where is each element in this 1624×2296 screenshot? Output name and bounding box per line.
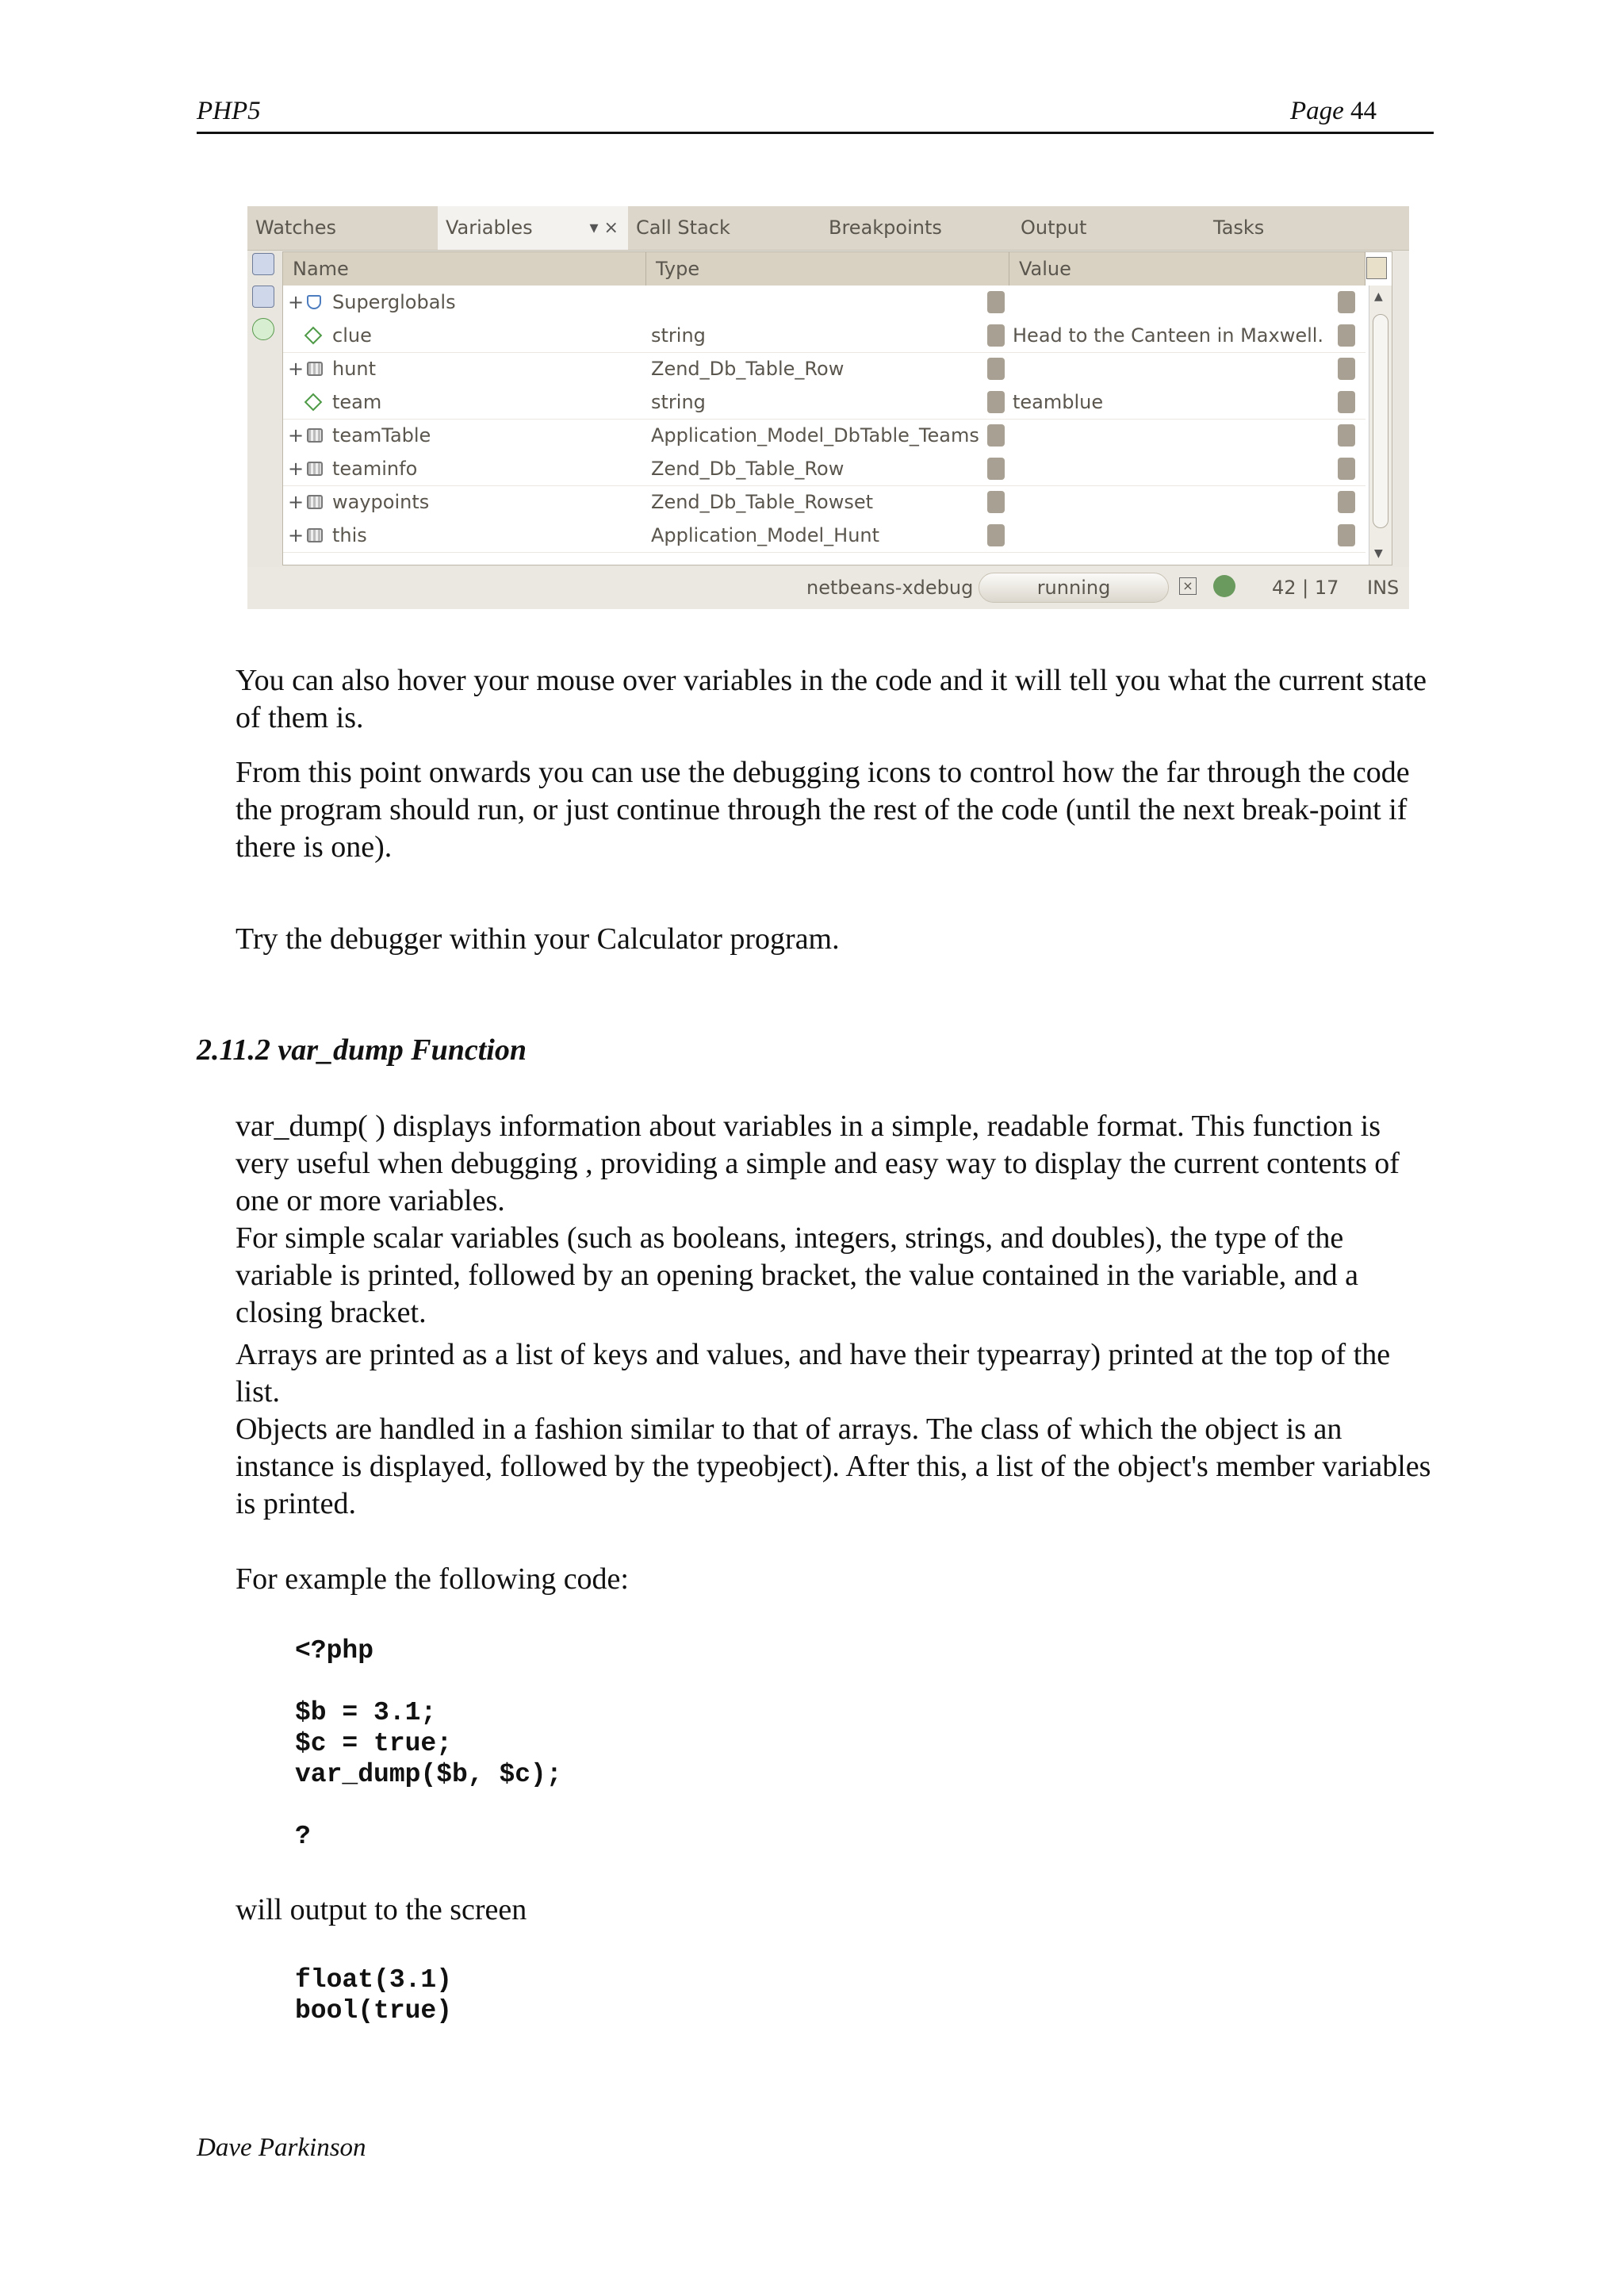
variable-icon: [304, 327, 323, 345]
variable-name: Superglobals: [332, 291, 456, 313]
value-more-button[interactable]: [1338, 458, 1355, 480]
tab-label: Call Stack: [636, 217, 730, 239]
type-more-button[interactable]: [987, 358, 1005, 380]
object-icon: [307, 362, 323, 376]
document-title: PHP5: [197, 97, 261, 125]
tab-watches[interactable]: [247, 206, 438, 250]
variable-value: [1013, 485, 1330, 519]
debug-session-label: netbeans-xdebug: [806, 577, 974, 599]
ide-notification-icon[interactable]: [1213, 575, 1235, 597]
table-row[interactable]: [283, 385, 1365, 420]
type-more-button[interactable]: [987, 424, 1005, 447]
table-row[interactable]: [283, 319, 1365, 353]
variable-value: [1013, 519, 1330, 552]
variables-table: [282, 251, 1392, 565]
column-header-name[interactable]: Name: [283, 252, 646, 286]
variable-name: teamTable: [332, 424, 431, 447]
type-more-button[interactable]: [987, 491, 1005, 513]
variable-value: Head to the Canteen in Maxwell.: [1013, 324, 1324, 347]
expand-icon[interactable]: +: [288, 291, 304, 313]
column-header-type[interactable]: Type: [646, 252, 1009, 286]
table-row[interactable]: [283, 352, 1365, 386]
column-header-value[interactable]: Value: [1009, 252, 1365, 286]
tab-label: Output: [1021, 217, 1087, 239]
cursor-position: 42 | 17: [1272, 577, 1339, 599]
variable-type: Zend_Db_Table_Row: [651, 458, 845, 480]
table-row[interactable]: [283, 485, 1365, 519]
type-more-button[interactable]: [987, 458, 1005, 480]
type-more-button[interactable]: [987, 391, 1005, 413]
side-toolbar: [247, 250, 281, 567]
tab-bar: [247, 206, 1409, 251]
code-example: <?php $b = 3.1; $c = true; var_dump($b, $c); ?: [295, 1636, 562, 1851]
value-more-button[interactable]: [1338, 424, 1355, 447]
paragraph-debugging-icons: From this point onwards you can use the debugging icons to control how the far through the code the program should run, or just continue through the rest of the code (until the next break-point if there is one).: [236, 756, 1410, 864]
object-icon: [307, 428, 323, 443]
variable-type: Zend_Db_Table_Row: [651, 358, 845, 380]
type-more-button[interactable]: [987, 324, 1005, 347]
expand-icon[interactable]: +: [288, 524, 304, 546]
variable-type: [651, 286, 984, 319]
variable-name: clue: [332, 324, 372, 347]
variable-value: teamblue: [1013, 391, 1104, 413]
paragraph-arrays: Arrays are printed as a list of keys and values, and have their typearray) printed at the top of the list.: [236, 1338, 1391, 1409]
filter-icon[interactable]: [252, 286, 274, 308]
tab-call-stack[interactable]: [628, 206, 821, 250]
code-output: float(3.1) bool(true): [295, 1965, 453, 2026]
paragraph-output: will output to the screen: [236, 1893, 527, 1926]
value-more-button[interactable]: [1338, 358, 1355, 380]
variable-name: hunt: [332, 358, 377, 380]
column-chooser-icon[interactable]: [1366, 257, 1387, 279]
variable-type: Application_Model_Hunt: [651, 524, 880, 546]
scroll-up-icon[interactable]: ▲: [1374, 290, 1383, 303]
paragraph-hover: You can also hover your mouse over variables in the code and it will tell you what the current state of them is.: [236, 664, 1427, 734]
tab-breakpoints[interactable]: [821, 206, 1013, 250]
vertical-scrollbar[interactable]: [1369, 286, 1392, 565]
variable-type: string: [651, 391, 706, 413]
value-more-button[interactable]: [1338, 491, 1355, 513]
object-icon: [307, 495, 323, 509]
page-num: 44: [1350, 97, 1377, 125]
variable-name: teaminfo: [332, 458, 418, 480]
author-footer: Dave Parkinson: [197, 2133, 366, 2162]
section-heading: 2.11.2 var_dump Function: [197, 1033, 527, 1067]
expand-icon[interactable]: +: [288, 358, 304, 380]
value-more-button[interactable]: [1338, 524, 1355, 546]
variable-name: this: [332, 524, 367, 546]
insert-mode: INS: [1367, 577, 1400, 599]
type-more-button[interactable]: [987, 291, 1005, 313]
object-icon: [307, 462, 323, 476]
status-bar: [247, 567, 1409, 609]
table-row[interactable]: [283, 519, 1365, 553]
tab-label: Variables: [446, 217, 533, 239]
superglobals-icon: [307, 295, 321, 309]
expand-icon[interactable]: +: [288, 424, 304, 447]
tab-label: Watches: [255, 217, 336, 239]
paragraph-try-debugger: Try the debugger within your Calculator program.: [236, 922, 840, 956]
variable-type: string: [651, 324, 706, 347]
variable-value: [1013, 419, 1330, 452]
scroll-down-icon[interactable]: ▼: [1374, 547, 1383, 560]
variable-value: [1013, 286, 1330, 319]
debug-progress: running: [979, 573, 1169, 603]
debugger-variables-panel: [247, 206, 1409, 609]
tab-label: Tasks: [1213, 217, 1265, 239]
view-icon[interactable]: [252, 253, 274, 275]
expand-icon[interactable]: +: [288, 491, 304, 513]
stop-session-icon[interactable]: ×: [1179, 577, 1197, 595]
tab-label: Breakpoints: [829, 217, 942, 239]
tab-variables[interactable]: [438, 206, 628, 250]
table-row[interactable]: [283, 286, 1365, 320]
add-watch-icon[interactable]: [252, 318, 274, 340]
table-row[interactable]: [283, 452, 1365, 486]
paragraph-example: For example the following code:: [236, 1562, 629, 1596]
page-number: [1290, 97, 1377, 126]
tab-close-icon[interactable]: ▾ ×: [589, 218, 619, 238]
page-word: Page: [1289, 97, 1344, 125]
expand-icon[interactable]: +: [288, 458, 304, 480]
paragraph-objects: Objects are handled in a fashion similar to that of arrays. The class of which the object is an instance is displayed, followed by the typeobject). After this, a list of the object's member variables is printed.: [236, 1412, 1431, 1520]
type-more-button[interactable]: [987, 524, 1005, 546]
variable-value: [1013, 452, 1330, 485]
value-more-button[interactable]: [1338, 291, 1355, 313]
paragraph-scalars: For simple scalar variables (such as booleans, integers, strings, and doubles), the type of the variable is printed, followed by an opening bracket, the value contained in the variable, and a closing bracket.: [236, 1221, 1359, 1329]
scroll-thumb[interactable]: [1373, 314, 1388, 528]
value-more-button[interactable]: [1338, 324, 1355, 347]
tab-tasks[interactable]: [1205, 206, 1409, 250]
object-icon: [307, 528, 323, 542]
variable-type: Zend_Db_Table_Rowset: [651, 491, 874, 513]
variable-name: waypoints: [332, 491, 430, 513]
variable-icon: [304, 393, 323, 412]
page-header: [197, 94, 1434, 134]
paragraph-var-dump-intro: var_dump( ) displays information about variables in a simple, readable format. This function is very useful when debugging , providing a simple and easy way to display the current contents of one or more variables.: [236, 1110, 1400, 1217]
variable-value: [1013, 352, 1330, 385]
variable-type: Application_Model_DbTable_Teams: [651, 424, 979, 447]
table-row[interactable]: [283, 419, 1365, 453]
variable-name: team: [332, 391, 382, 413]
tab-output[interactable]: [1013, 206, 1205, 250]
value-more-button[interactable]: [1338, 391, 1355, 413]
